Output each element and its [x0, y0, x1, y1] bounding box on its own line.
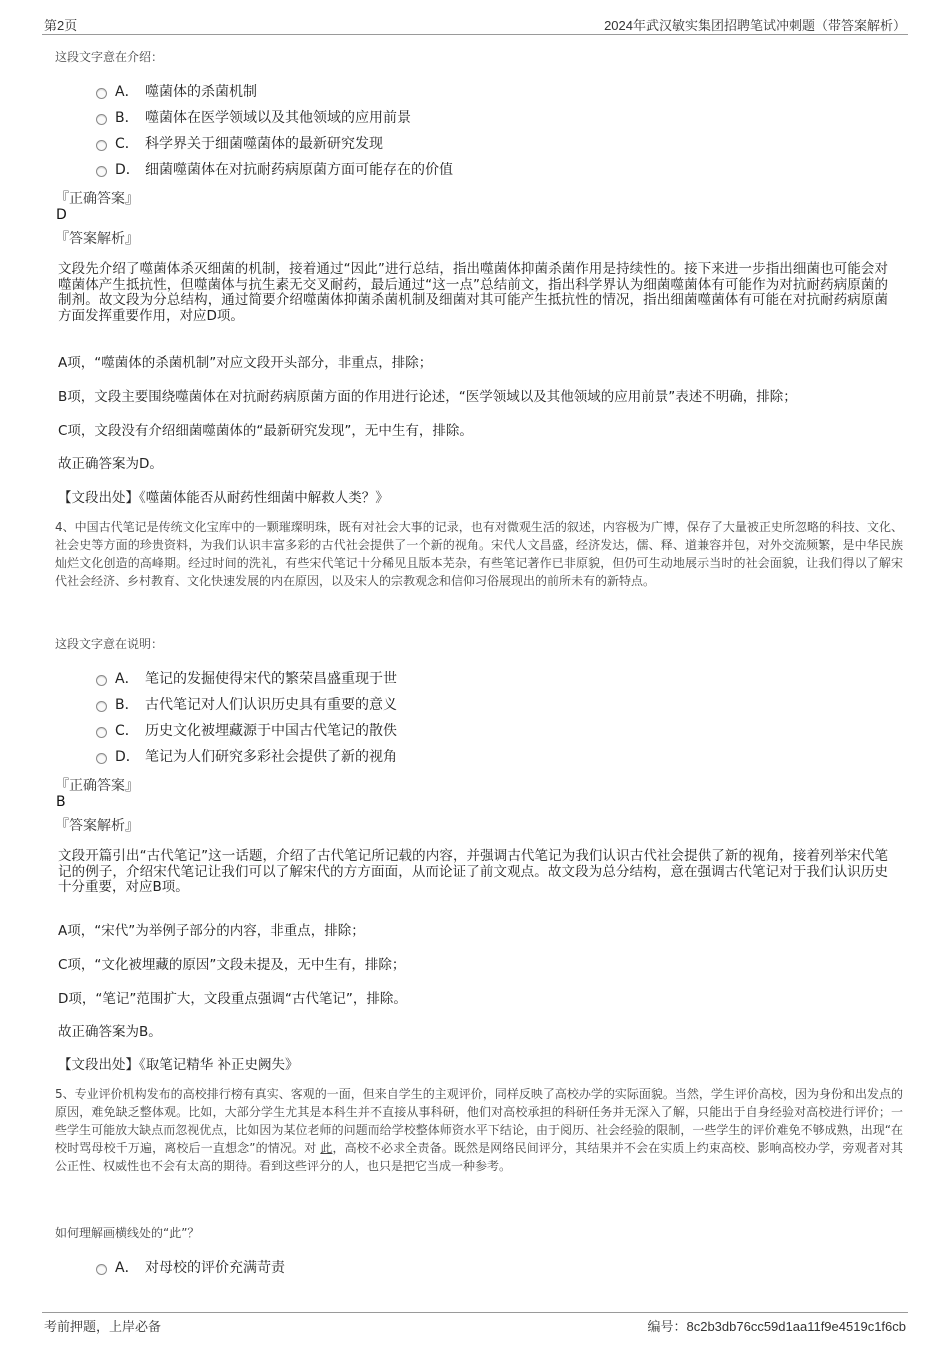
radio-button-icon[interactable] [96, 701, 107, 712]
option-d[interactable] [96, 158, 453, 180]
page-header [42, 12, 908, 35]
correct-answer-label: 『正确答案』 [55, 191, 139, 207]
analysis-line: B项，文段主要围绕噬菌体在对抗耐药病原菌方面的作用进行论述，“医学领域以及其他领域的应用前景”表述不明确，排除； [58, 389, 797, 405]
page-number: 第2页 [44, 18, 78, 33]
option-d[interactable] [96, 745, 397, 767]
option-b[interactable] [96, 106, 411, 128]
option-a[interactable] [96, 667, 397, 689]
correct-answer-label: 『正确答案』 [55, 778, 139, 794]
question-prompt: 如何理解画横线处的“此”？ [55, 1226, 200, 1240]
analysis-text: 文段先介绍了噬菌体杀灭细菌的机制，接着通过“因此”进行总结，指出噬菌体抑菌杀菌作用是持续性的。接下来进一步指出细菌也可能会对噬菌体产生抵抗性，但噬菌体与抗生素无交叉耐药，最后通过“这一点”总结前文，指出科学界认为细菌噬菌体有可能作为对抗耐药病原菌的制剂。故文段为分总结构，通过简要介绍噬菌体抑菌杀菌机制及细菌对其可能产生抵抗性的情况，指出细菌噬菌体有可能在对抗耐药病原菌方面发挥重要作用，对应D项。 [58, 261, 888, 324]
option-c[interactable] [96, 719, 397, 741]
analysis-line: D项，“笔记”范围扩大，文段重点强调“古代笔记”，排除。 [58, 991, 407, 1007]
passage-source: 【文段出处】《取笔记精华 补正史阙失》 [58, 1057, 299, 1073]
page-footer [42, 1312, 908, 1337]
option-letter: A． [115, 1260, 139, 1276]
radio-button-icon[interactable] [96, 675, 107, 686]
radio-button-icon[interactable] [96, 166, 107, 177]
passage-source: 【文段出处】《噬菌体能否从耐药性细菌中解救人类？》 [58, 490, 389, 506]
radio-button-icon[interactable] [96, 88, 107, 99]
passage-text: ，高校不必求全责备。既然是网络民间评分，其结果并不会在实质上约束高校、影响高校办学，旁观者对其公正性、权威性也不会有太高的期待。看到这些评分的人，也只是把它当成一种参考。 [55, 1141, 903, 1173]
radio-button-icon[interactable] [96, 140, 107, 151]
option-text: 科学界关于细菌噬菌体的最新研究发现 [145, 136, 383, 152]
correct-answer-value: B [56, 794, 66, 810]
option-text: 历史文化被埋藏源于中国古代笔记的散佚 [145, 723, 397, 739]
radio-button-icon[interactable] [96, 753, 107, 764]
option-letter: C． [115, 723, 139, 739]
underlined-word: 此 [320, 1141, 333, 1155]
analysis-line: A项，“宋代”为举例子部分的内容，非重点，排除； [58, 923, 365, 939]
analysis-line: A项，“噬菌体的杀菌机制”对应文段开头部分，非重点，排除； [58, 355, 433, 371]
question-prompt: 这段文字意在介绍： [55, 50, 164, 64]
option-a[interactable] [96, 1256, 285, 1278]
analysis-label: 『答案解析』 [55, 231, 139, 247]
option-b[interactable] [96, 693, 397, 715]
option-letter: A． [115, 671, 139, 687]
document-title: 2024年武汉敏实集团招聘笔试冲刺题（带答案解析） [604, 18, 906, 33]
radio-button-icon[interactable] [96, 727, 107, 738]
footer-slogan: 考前押题，上岸必备 [44, 1319, 162, 1334]
analysis-label: 『答案解析』 [55, 818, 139, 834]
option-letter: D． [115, 162, 140, 178]
conclusion-line: 故正确答案为B。 [58, 1024, 162, 1040]
analysis-line: C项，“文化被埋藏的原因”文段未提及，无中生有，排除； [58, 957, 406, 973]
option-text: 噬菌体在医学领域以及其他领域的应用前景 [145, 110, 411, 126]
document-id: 编号：8c2b3db76cc59d1aa11f9e4519c1f6cb [647, 1319, 906, 1334]
radio-button-icon[interactable] [96, 1264, 107, 1275]
question-prompt: 这段文字意在说明： [55, 637, 164, 651]
option-letter: D． [115, 749, 140, 765]
analysis-text: 文段开篇引出“古代笔记”这一话题，介绍了古代笔记所记载的内容，并强调古代笔记为我们认识古代社会提供了新的视角，接着列举宋代笔记的例子，介绍宋代笔记让我们可以了解宋代的方方面面，从而论证了前文观点。故文段为总分结构，意在强调古代笔记对于我们认识历史十分重要，对应B项。 [58, 848, 888, 895]
passage-text: 5、专业评价机构发布的高校排行榜有真实、客观的一面，但来自学生的主观评价，同样反映了高校办学的实际面貌。当然，学生评价高校，因为身份和出发点的原因，难免缺乏整体观。比如，大部分学生尤其是本科生并不直接从事科研，他们对高校承担的科研任务并无深入了解，只能出于自身经验对高校进行评价；一些学生可能放大缺点而忽视优点，比如因为某位老师的问题而给学校整体师资水平下结论，由于阅历、社会经验的限制，一些学生的评价难免不够成熟，出现“在校时骂母校千万遍，离校后一直想念”的情况。对 [55, 1087, 903, 1155]
option-letter: A． [115, 84, 139, 100]
option-text: 噬菌体的杀菌机制 [145, 84, 257, 100]
option-text: 古代笔记对人们认识历史具有重要的意义 [145, 697, 397, 713]
option-c[interactable] [96, 132, 383, 154]
radio-button-icon[interactable] [96, 114, 107, 125]
option-text: 细菌噬菌体在对抗耐药病原菌方面可能存在的价值 [145, 162, 453, 178]
option-text: 笔记为人们研究多彩社会提供了新的视角 [145, 749, 397, 765]
option-a[interactable] [96, 80, 257, 102]
analysis-line: C项，文段没有介绍细菌噬菌体的“最新研究发现”，无中生有，排除。 [58, 423, 473, 439]
question-passage: 4、中国古代笔记是传统文化宝库中的一颗璀璨明珠，既有对社会大事的记录，也有对微观生活的叙述，内容极为广博，保存了大量被正史所忽略的科技、文化、社会史等方面的珍贵资料，为我们认识丰富多彩的古代社会提供了一个新的视角。宋代人文昌盛，经济发达，儒、释、道兼容并包，对外交流频繁，是中华民族灿烂文化创造的高峰期。经过时间的洗礼，有些宋代笔记十分稀见且版本芜杂，有些笔记著作已非原貌，但仍可生动地展示当时的社会面貌，让我们得以了解宋代社会经济、乡村教育、文化快速发展的内在原因，以及宋人的宗教观念和信仰习俗展现出的前所未有的新特点。 [55, 520, 903, 588]
question-passage [55, 1085, 903, 1175]
option-text: 笔记的发掘使得宋代的繁荣昌盛重现于世 [145, 671, 397, 687]
correct-answer-value: D [56, 207, 67, 223]
option-text: 对母校的评价充满苛责 [145, 1260, 285, 1276]
option-letter: B． [115, 697, 139, 713]
option-letter: C． [115, 136, 139, 152]
conclusion-line: 故正确答案为D。 [58, 456, 163, 472]
option-letter: B． [115, 110, 139, 126]
